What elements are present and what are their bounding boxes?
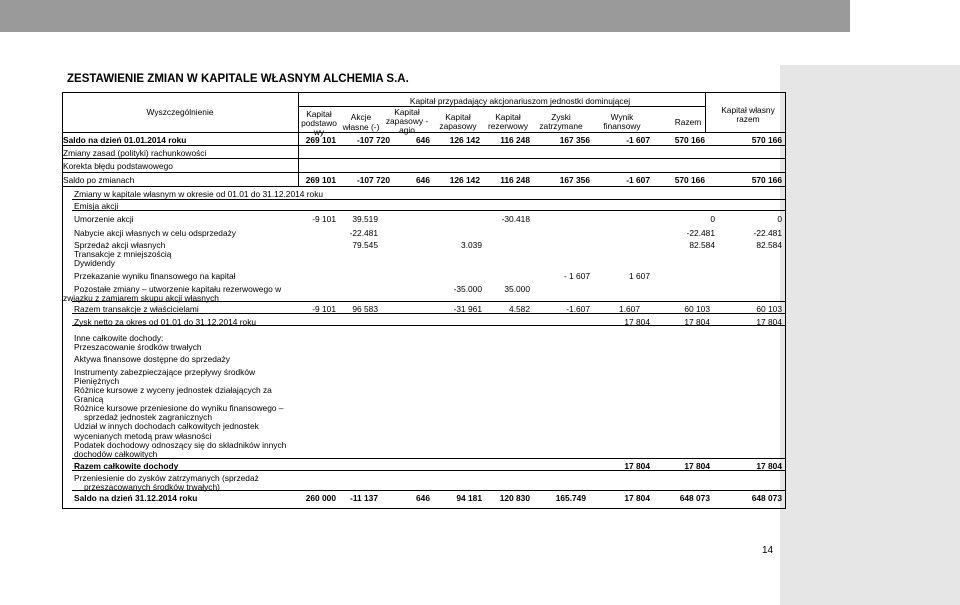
row-zmiany-okres: Zmiany w kapitale własnym w okresie od 01.01 do 31.12.2014 roku (74, 189, 324, 199)
row-razem-transakcje-label: Razem transakcje z właścicielami (74, 304, 199, 314)
cell: -30.418 (501, 214, 530, 224)
cell: 79.545 (352, 240, 378, 250)
inne-line: Podatek dochodowy odnoszący się do składników innych (74, 440, 287, 450)
cell: 0 (710, 214, 715, 224)
cell: -11 137 (350, 493, 378, 503)
cell: -22.481 (349, 228, 378, 238)
cell: 1 607 (629, 271, 650, 281)
cell: -9 101 (312, 214, 336, 224)
row-divider (298, 106, 705, 107)
page-number: 14 (762, 545, 774, 556)
inne-line: Granicą (74, 394, 104, 404)
cell: 17 804 (756, 461, 782, 471)
inne-line: Instrumenty zabezpieczające przepływy środków (74, 367, 256, 377)
inne-line: Inne całkowite dochody: (74, 333, 164, 343)
cell: 260 000 (305, 493, 336, 503)
cell: 39.519 (352, 214, 378, 224)
row-pozostale-label-line1: Pozostałe zmiany – utworzenie kapitału rezerwowego w (74, 284, 282, 294)
row-razem-calkowite-label: Razem całkowite dochody (74, 461, 179, 471)
cell: 60 103 (684, 304, 710, 314)
cell: 96 583 (352, 304, 378, 314)
header-col3-line2: zapasowy - (385, 116, 429, 126)
header-wyszczegolnienie: Wyszczególnienie (146, 107, 214, 117)
cell: 570 166 (751, 135, 782, 145)
cell: - 1 607 (563, 271, 590, 281)
header-col3-line1: Kapitał (394, 107, 420, 117)
cell: 120 830 (499, 493, 530, 503)
cell: 17 804 (624, 461, 650, 471)
row-przeniesienie-line2: przeszacowanych środków trwałych) (84, 482, 220, 492)
inne-line: Aktywa finansowe dostępne do sprzedaży (74, 354, 230, 364)
cell: 17 804 (624, 493, 650, 503)
header-col7-line1: Wynik (610, 112, 634, 122)
header-col1-line3: wy (313, 127, 325, 137)
cell: 94 181 (456, 493, 482, 503)
inne-line: wycenianych metodą praw własności (74, 431, 212, 441)
cell: 17 804 (756, 317, 782, 327)
cell: -107 720 (356, 135, 390, 145)
cell: 570 166 (674, 175, 705, 185)
cell: -31 961 (453, 304, 482, 314)
cell: 116 248 (500, 175, 530, 185)
row-divider (62, 145, 786, 146)
inne-line: Różnice kursowe przeniesione do wyniku finansowego – (74, 403, 284, 413)
cell: 1.607 (619, 304, 640, 314)
row-przeniesienie-line1: Przeniesienie do zysków zatrzymanych (sprzedaż (74, 473, 259, 483)
document-title: ZESTAWIENIE ZMIAN W KAPITALE WŁASNYM ALCHEMIA S.A. (67, 73, 409, 85)
cell: 646 (416, 135, 430, 145)
row-przekazanie-label: Przekazanie wyniku finansowego na kapitał (74, 271, 236, 281)
cell: -22.481 (753, 228, 782, 238)
header-col3-line3: agio (399, 125, 415, 135)
header-group: Kapitał przypadający akcjonariuszom jednostki dominującej (409, 96, 631, 106)
cell: 570 166 (751, 175, 782, 185)
cell: 82.584 (689, 240, 715, 250)
row-divider (72, 458, 786, 459)
row-saldo-po-label: Saldo po zmianach (63, 175, 135, 185)
cell: -1.607 (566, 304, 590, 314)
cell: 17 804 (624, 317, 650, 327)
inne-line: Pieniężnych (74, 376, 120, 386)
header-col6-line1: Zyski (551, 112, 571, 122)
header-col5-line2: rezerwowy (487, 121, 529, 131)
cell: 35.000 (504, 284, 530, 294)
header-col9-line2: razem (736, 114, 760, 124)
cell: 165.749 (555, 493, 586, 503)
cell: 269 101 (305, 135, 336, 145)
cell: 116 248 (500, 135, 530, 145)
row-pozostale-label-line2: związku z zamiarem skupu akcji własnych (63, 293, 219, 303)
header-col9-line1: Kapitał własny (721, 105, 775, 115)
row-emisja: Emisja akcji (74, 201, 119, 211)
side-panel (780, 65, 960, 605)
cell: 4.582 (509, 304, 530, 314)
cell: 646 (416, 175, 430, 185)
cell: 570 166 (674, 135, 705, 145)
inne-line: sprzedaż jednostek zagranicznych (84, 412, 213, 422)
row-divider (72, 210, 786, 211)
cell: -1 607 (626, 135, 650, 145)
cell: 17 804 (684, 317, 710, 327)
cell: 648 073 (751, 493, 782, 503)
row-nabycie-label: Nabycie akcji własnych w celu odsprzedaży (74, 228, 236, 238)
row-divider (62, 158, 786, 159)
header-col6-line2: zatrzymane (539, 121, 583, 131)
header-col1-line1: Kapitał (306, 109, 332, 119)
inne-line: Udział w innych dochodach całkowitych jednostek (74, 421, 259, 431)
cell: -1 607 (626, 175, 650, 185)
cell: 126 142 (449, 135, 480, 145)
cell: -35.000 (453, 284, 482, 294)
header-col8: Razem (674, 117, 702, 127)
cell: 167 356 (559, 135, 590, 145)
cell: 126 142 (449, 175, 480, 185)
header-col2-line1: Akcje (350, 112, 372, 122)
header-col7-line2: finansowy (603, 121, 641, 131)
cell: 17 804 (684, 461, 710, 471)
row-korekta: Korekta błędu podstawowego (63, 161, 173, 171)
header-col4-line2: zapasowy (439, 121, 477, 131)
cell: 3.039 (461, 240, 482, 250)
row-umorzenie-label: Umorzenie akcji (74, 214, 134, 224)
cell: 646 (416, 493, 430, 503)
row-zmiany-zasad: Zmiany zasad (polityki) rachunkowości (63, 148, 207, 158)
cell: 0 (777, 214, 782, 224)
row-sprzedaz-label: Sprzedaż akcji własnych (74, 240, 166, 250)
row-transakcje-mniejszosc: Transakcje z mniejszością (74, 249, 172, 259)
inne-line: dochodów całkowitych (74, 449, 158, 459)
cell: 60 103 (756, 304, 782, 314)
cell: -9 101 (312, 304, 336, 314)
cell: 82.584 (756, 240, 782, 250)
cell: -107 720 (356, 175, 390, 185)
row-divider (72, 199, 786, 200)
top-toolbar-bar (0, 0, 850, 32)
cell: 648 073 (679, 493, 710, 503)
cell: 167 356 (559, 175, 590, 185)
cell: 269 101 (305, 175, 336, 185)
row-dywidendy: Dywidendy (74, 258, 115, 268)
row-saldo-close-label: Saldo na dzień 31.12.2014 roku (74, 493, 198, 503)
header-col4-line1: Kapitał (445, 112, 471, 122)
row-zysk-netto-label: Zysk netto za okres od 01.01 do 31.12.2014 roku (74, 317, 257, 327)
row-divider (62, 186, 786, 187)
header-col5-line1: Kapitał (495, 112, 521, 122)
header-col1-line2: podstawo (301, 118, 337, 128)
header-col2-line2: własne (-) (342, 122, 380, 132)
row-divider (62, 172, 786, 173)
cell: -22.481 (686, 228, 715, 238)
inne-line: Różnice kursowe z wyceny jednostek działających za (74, 385, 272, 395)
row-saldo-open-label: Saldo na dzień 01.01.2014 roku (63, 135, 187, 145)
inne-line: Przeszacowanie środków trwałych (74, 342, 202, 352)
